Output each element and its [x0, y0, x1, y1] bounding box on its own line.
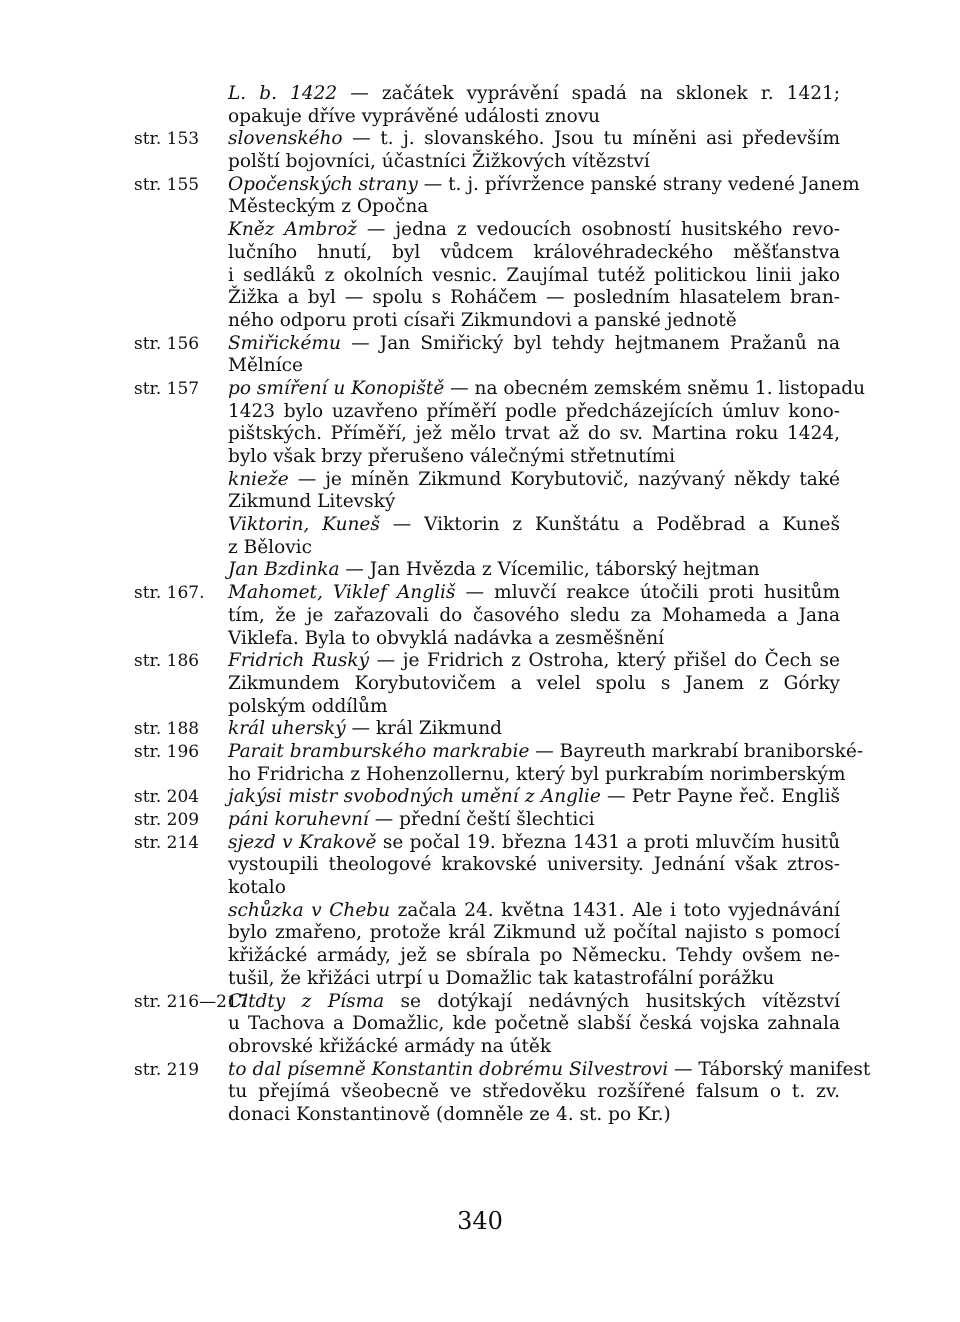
italic-term: Fridrich Ruský	[228, 650, 370, 672]
page-reference: str. 204	[134, 787, 200, 808]
italic-term: Opočenských strany	[228, 173, 418, 195]
note-line	[0, 1081, 960, 1104]
explanation-text: — mluvčí reakce útočili proti husitům	[455, 582, 840, 604]
note-text	[228, 333, 840, 356]
note-text	[228, 1036, 840, 1059]
note-line	[0, 628, 960, 651]
note-line	[0, 968, 960, 991]
note-line	[0, 854, 960, 877]
note-line	[0, 991, 960, 1014]
note-line	[0, 537, 960, 560]
explanation-text: u Tachova a Domažlic, kde početně slabší česká vojska zahnala	[228, 1013, 840, 1035]
italic-term: knieže	[228, 468, 289, 490]
note-line	[0, 196, 960, 219]
note-line	[0, 650, 960, 673]
explanation-text: bylo však brzy přerušeno válečnými střetnutími	[228, 446, 676, 467]
explanation-text: tím, že je zařazovali do časového sledu za Mohameda a Jana	[228, 604, 840, 626]
page-reference: str. 156	[134, 333, 200, 354]
note-line	[0, 174, 960, 197]
note-line	[0, 219, 960, 242]
explanation-text: — král Zikmund	[345, 718, 503, 740]
explanation-text: křižácké armády, jež se sbírala po Německu. Tehdy ovšem ne-	[228, 945, 840, 967]
note-line	[0, 582, 960, 605]
note-line	[0, 423, 960, 446]
note-text	[228, 491, 840, 514]
explanation-text: — je Fridrich z Ostroha, který přišel do Čech se	[369, 650, 841, 672]
note-line	[0, 696, 960, 719]
explanation-text: bylo zmařeno, protože král Zikmund už počítal najisto s pomocí	[228, 922, 840, 944]
page-number: 340	[457, 1207, 503, 1235]
note-text	[228, 809, 840, 832]
note-line	[0, 83, 960, 106]
note-text	[228, 854, 840, 877]
note-line	[0, 673, 960, 696]
explanation-text: tu přejímá všeobecně ve středověku rozšířené falsum o t. zv.	[228, 1081, 840, 1103]
note-text	[228, 628, 840, 651]
explanation-text: z Bělovic	[228, 536, 312, 558]
note-line	[0, 741, 960, 764]
note-text	[228, 832, 840, 855]
explanation-text: — Bayreuth markrabí braniborské-	[529, 740, 864, 762]
note-line	[0, 151, 960, 174]
note-line	[0, 333, 960, 356]
note-text	[228, 1058, 871, 1082]
note-text	[228, 173, 860, 197]
note-text	[228, 355, 840, 378]
explanation-text: i sedláků z okolních vesnic. Zaujímal tutéž politickou linii jako	[228, 264, 840, 286]
note-text	[228, 696, 840, 719]
note-text	[228, 377, 865, 401]
explanation-text: kotalo	[228, 877, 286, 899]
note-text	[228, 718, 840, 741]
page-reference: str. 167.	[134, 583, 205, 604]
italic-term: Viktorin, Kuneš	[228, 514, 380, 536]
explanation-text: ho Fridricha z Hohenzollernu, který byl purkrabím norimberským	[228, 763, 846, 785]
explanation-text: Zikmund Litevský	[228, 491, 396, 513]
italic-term: schůzka v Chebu	[228, 899, 391, 921]
explanation-text: Mělníce	[228, 355, 303, 377]
note-text	[228, 242, 840, 265]
explanation-text: — jedna z vedoucích osobností husitského revo-	[356, 219, 840, 241]
explanation-text: — Jan Smiřický byl tehdy hejtmanem Pražanů na	[340, 332, 840, 354]
note-text	[228, 423, 840, 446]
explanation-text: Městeckým z Opočna	[228, 196, 429, 218]
note-text	[228, 469, 840, 492]
explanation-text: donaci Konstantinově (domněle ze 4. st. po Kr.)	[228, 1103, 671, 1125]
explanation-text: — Viktorin z Kunštátu a Poděbrad a Kuneš	[379, 514, 840, 536]
note-line	[0, 559, 960, 582]
note-text	[228, 106, 840, 129]
page-reference: str. 214	[134, 832, 200, 853]
explanation-text: 1423 bylo uzavřeno příměří podle předcházejících úmluv kono-	[228, 400, 840, 422]
italic-term: to dal písemně Konstantin dobrému Silvestrovi	[228, 1058, 669, 1080]
italic-term: Mahomet, Viklef Angliš	[228, 582, 456, 604]
note-text	[228, 196, 840, 219]
note-line	[0, 1059, 960, 1082]
page-reference: str. 157	[134, 378, 200, 399]
note-text	[228, 922, 840, 945]
note-line	[0, 310, 960, 333]
note-line	[0, 877, 960, 900]
note-line	[0, 900, 960, 923]
note-line	[0, 764, 960, 787]
explanation-text: pištských. Příměří, jež mělo trvat až do sv. Martina roku 1424,	[228, 423, 840, 445]
note-text	[228, 1081, 840, 1104]
note-text	[228, 401, 840, 424]
note-line	[0, 242, 960, 265]
explanation-text: Žižka a byl — spolu s Roháčem — posledním hlasatelem bran-	[228, 287, 840, 309]
page-reference: str. 216—217	[134, 991, 249, 1012]
explanation-text: — přední čeští šlechtici	[368, 809, 595, 830]
note-line	[0, 106, 960, 129]
note-text	[228, 1104, 840, 1127]
italic-term: jakýsi mistr svobodných umění z Anglie	[228, 786, 601, 808]
italic-term: páni koruhevní	[228, 809, 369, 830]
note-text	[228, 877, 840, 900]
explanation-text: — Jan Hvězda z Vícemilic, táborský hejtman	[339, 559, 760, 581]
explanation-text: obrovské křižácké armády na útěk	[228, 1035, 552, 1057]
italic-term: Kněz Ambrož	[228, 219, 357, 241]
note-line	[0, 378, 960, 401]
explanation-text: začala 24. května 1431. Ale i toto vyjednávání	[390, 899, 840, 921]
note-text	[228, 310, 840, 333]
note-line	[0, 1104, 960, 1127]
note-line	[0, 265, 960, 288]
explanation-text: Zikmundem Korybutovičem a velel spolu s Janem z Górky	[228, 672, 840, 694]
note-line	[0, 832, 960, 855]
italic-term: Citdty z Písma	[228, 990, 385, 1012]
note-text	[228, 740, 864, 764]
explanation-text: polští bojovníci, účastníci Žižkových vítězství	[228, 151, 650, 173]
note-text	[228, 968, 840, 991]
note-line	[0, 1036, 960, 1059]
explanation-text: — t. j. přívržence panské strany vedené Janem	[417, 173, 860, 195]
note-text	[228, 219, 840, 242]
note-text	[228, 673, 840, 696]
page-reference: str. 155	[134, 174, 200, 195]
explanation-text: vystoupili theologové krakovské university. Jednání však ztros-	[228, 854, 840, 876]
explanation-text: — začátek vyprávění spadá na sklonek r. 1421;	[337, 83, 840, 104]
note-text	[228, 265, 840, 288]
explanation-text: — na obecném zemském sněmu 1. listopadu	[444, 377, 865, 399]
note-text	[228, 945, 840, 968]
explanatory-notes	[0, 83, 960, 1127]
page-reference: str. 153	[134, 129, 200, 150]
note-line	[0, 1013, 960, 1036]
note-line	[0, 491, 960, 514]
italic-term: král uherský	[228, 718, 346, 740]
italic-term: L. b. 1422	[228, 83, 338, 104]
note-line	[0, 786, 960, 809]
note-text	[228, 514, 840, 537]
note-text	[228, 650, 840, 673]
note-text	[228, 763, 846, 787]
explanation-text: se počal 19. března 1431 a proti mluvčím husitů	[376, 831, 840, 853]
note-line	[0, 605, 960, 628]
note-text	[228, 582, 840, 605]
page-reference: str. 219	[134, 1059, 200, 1080]
note-line	[0, 809, 960, 832]
explanation-text: ného odporu proti císaři Zikmundovi a panské jednotě	[228, 309, 737, 331]
note-line	[0, 355, 960, 378]
italic-term: Parait bramburského markrabie	[228, 740, 530, 762]
explanation-text: opakuje dříve vyprávěné události znovu	[228, 105, 601, 127]
note-text	[228, 151, 840, 174]
explanation-text: — Petr Payne řeč. Engliš	[600, 786, 840, 808]
note-line	[0, 446, 960, 469]
explanation-text: polským oddílům	[228, 695, 388, 717]
note-line	[0, 718, 960, 741]
explanation-text: tušil, že křižáci utrpí u Domažlic tak katastrofální porážku	[228, 967, 775, 989]
note-text	[228, 559, 840, 582]
note-line	[0, 401, 960, 424]
note-line	[0, 128, 960, 151]
note-text	[228, 605, 840, 628]
note-text	[228, 287, 840, 310]
note-line	[0, 514, 960, 537]
note-line	[0, 469, 960, 492]
note-text	[228, 1013, 840, 1036]
explanation-text: — je míněn Zikmund Korybutovič, nazývaný někdy také	[288, 468, 840, 490]
italic-term: po smíření u Konopiště	[228, 377, 445, 399]
explanation-text: lučního hnutí, byl vůdcem královéhradeckého měšťanstva	[228, 241, 840, 263]
note-line	[0, 945, 960, 968]
explanation-text: se dotýkají nedávných husitských vítězství	[384, 990, 840, 1012]
note-text	[228, 537, 840, 560]
italic-term: sjezd v Krakově	[228, 831, 377, 853]
page-reference: str. 209	[134, 810, 200, 830]
explanation-text: — t. j. slovanského. Jsou tu míněni asi především	[342, 128, 840, 150]
explanation-text: — Táborský manifest	[668, 1058, 871, 1080]
page-reference: str. 188	[134, 719, 200, 740]
page-reference: str. 196	[134, 741, 200, 762]
note-line	[0, 922, 960, 945]
note-text	[228, 446, 840, 469]
italic-term: Jan Bzdinka	[228, 559, 340, 581]
note-text	[228, 991, 840, 1014]
italic-term: slovenského	[228, 128, 343, 150]
note-text	[228, 786, 840, 809]
page-reference: str. 186	[134, 651, 200, 672]
explanation-text: Viklefa. Byla to obvyklá nadávka a zesměšnění	[228, 627, 665, 649]
note-line	[0, 287, 960, 310]
note-text	[228, 900, 840, 923]
italic-term: Smiřickému	[228, 332, 341, 354]
note-text	[228, 83, 840, 106]
note-text	[228, 128, 840, 151]
